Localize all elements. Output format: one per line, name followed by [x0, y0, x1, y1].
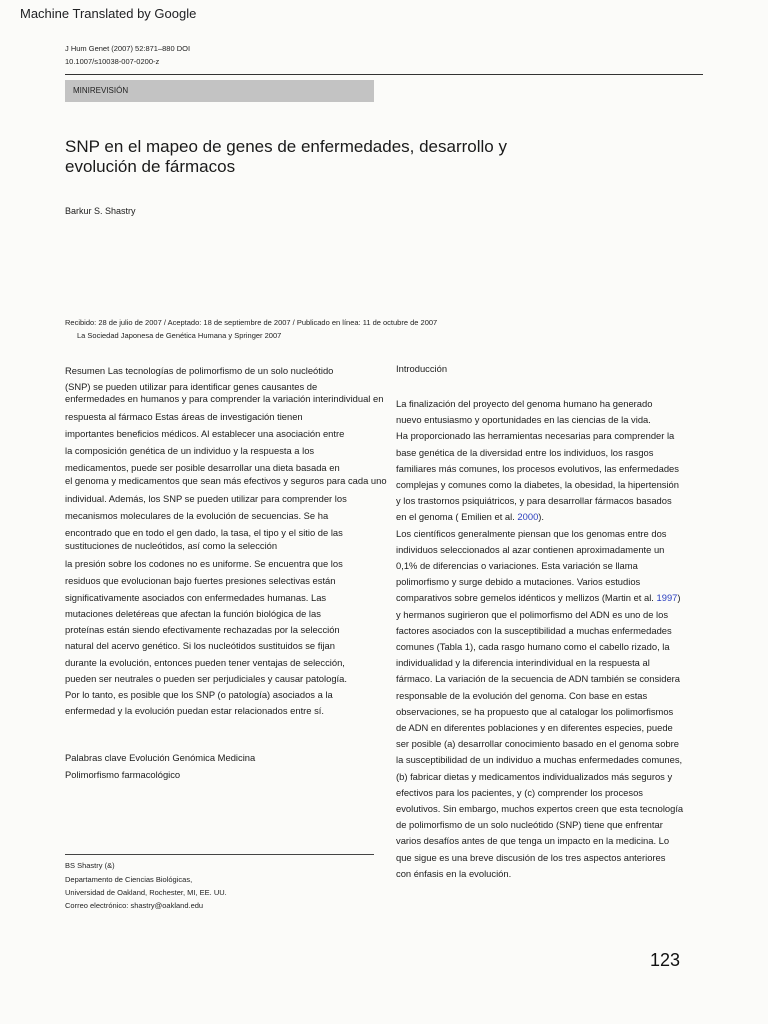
abstract-line: mecanismos moleculares de la evolución de secuencias. Se ha [65, 510, 329, 521]
footnote-rule [65, 854, 374, 855]
intro-line: comunes (Tabla 1), cada rasgo humano como el cabello rizado, la [396, 641, 670, 652]
intro-line: individuos seleccionados al azar contienen aproximadamente un [396, 543, 665, 555]
abstract-line: Por lo tanto, es posible que los SNP (o patología) asociados a la [65, 689, 333, 700]
intro-line: individualidad y la diferencia interindividual en la respuesta al [396, 657, 650, 669]
intro-line: y los trastornos psiquiátricos, y para desarrollar fármacos basados [396, 495, 672, 507]
abstract-line: la composición genética de un individuo y la respuesta a los [65, 445, 315, 456]
intro-line: observaciones, se ha propuesto que al catalogar los polimorfismos [396, 705, 674, 717]
intro-line: evolutivos. Sin embargo, muchos expertos creen que esta tecnología [396, 803, 684, 814]
abstract-line: proteínas están siendo efectivamente rechazadas por la selección [65, 624, 340, 635]
abstract-line: importantes beneficios médicos. Al establecer una asociación entre [65, 428, 345, 439]
intro-line: fármaco. La variación de la secuencia de ADN también se considera [396, 673, 681, 685]
footnote-line: Correo electrónico: shastry@oakland.edu [65, 901, 204, 910]
intro-line: comparativos sobre gemelos idénticos y mellizos (Martin et al. 1997) [396, 592, 681, 604]
publication-dates: Recibido: 28 de julio de 2007 / Aceptado: 18 de septiembre de 2007 / Publicado en línea: 11 de octubre de 2007 [65, 318, 438, 327]
intro-line: la susceptibilidad de un individuo a muchas enfermedades comunes, [396, 754, 683, 766]
intro-line: factores asociados con la susceptibilidad a muchas enfermedades [396, 624, 672, 636]
abstract-line: enfermedad y la evolución puedan estar relacionados entre sí. [65, 705, 325, 716]
intro-line: varios desafíos antes de que tenga un impacto en la medicina. Lo [396, 835, 670, 847]
footnote-line: Universidad de Oakland, Rochester, MI, EE. UU. [65, 888, 227, 897]
abstract-line: encontrado que en todo el gen dado, la tasa, el tipo y el sitio de las [65, 527, 343, 538]
intro-line: nuevo entusiasmo y oportunidades en las ciencias de la vida. [396, 414, 651, 426]
abstract-line: residuos que evolucionan bajo fuertes presiones selectivas están [65, 575, 336, 586]
intro-line: responsable de la evolución del genoma. Con base en estas [396, 689, 648, 701]
copyright-line: La Sociedad Japonesa de Genética Humana y Springer 2007 [77, 331, 282, 340]
machine-translation-banner: Machine Translated by Google [20, 6, 197, 21]
abstract-line: (SNP) se pueden utilizar para identificar genes causantes de [65, 381, 318, 392]
title-line: evolución de fármacos [65, 157, 236, 176]
footnote-line: Departamento de Ciencias Biológicas, [65, 875, 193, 884]
intro-line: polimorfismo y surge debido a mutaciones. Varios estudios [396, 576, 641, 588]
intro-line: 0,1% de diferencias o variaciones. Esta variación se llama [396, 560, 638, 571]
keyword-line: Palabras clave Evolución Genómica Medicina [65, 752, 256, 763]
intro-line: en el genoma ( Emilien et al. 2000). [396, 511, 545, 523]
section-label: MINIREVISIÓN [73, 86, 129, 95]
doi: 10.1007/s10038-007-0200-z [65, 57, 160, 66]
title-line: SNP en el mapeo de genes de enfermedades, desarrollo y [65, 137, 507, 156]
abstract-line: la presión sobre los codones no es uniforme. Se encuentra que los [65, 558, 343, 569]
abstract-line: natural del acervo genético. Si los nucleótidos sustituidos se fijan [65, 640, 335, 651]
intro-line: Ha proporcionado las herramientas necesarias para comprender la [396, 430, 675, 442]
intro-line: de polimorfismo de un solo nucleótido (SNP) tiene que enfrentar [396, 819, 663, 831]
intro-heading: Introducción [396, 363, 448, 374]
abstract-line: respuesta al fármaco Estas áreas de investigación tienen [65, 411, 303, 422]
page-number: 123 [650, 950, 681, 970]
abstract-line: Resumen Las tecnologías de polimorfismo de un solo nucleótido [65, 365, 334, 376]
abstract-line: el genoma y medicamentos que sean más efectivos y seguros para cada uno [65, 475, 387, 486]
intro-line: La finalización del proyecto del genoma humano ha generado [396, 398, 653, 409]
citation-link[interactable]: 1997 [656, 592, 678, 604]
intro-line: Los científicos generalmente piensan que los genomas entre dos [396, 527, 667, 539]
intro-line: que sigue es una breve discusión de los tres aspectos anteriores [396, 851, 666, 863]
intro-line: (b) fabricar dietas y medicamentos individualizados más seguros y [396, 770, 673, 782]
abstract-line: medicamentos, puede ser posible desarrollar una dieta basada en [65, 462, 340, 473]
article-title [65, 137, 585, 177]
citation-link[interactable]: 2000 [517, 511, 539, 523]
abstract-line: pueden ser neutrales o pueden ser perjudiciales y causar patología. [65, 673, 347, 684]
abstract-line: significativamente asociados con enfermedades humanas. Las [65, 592, 327, 603]
intro-line: complejas y comunes como la diabetes, la obesidad, la hipertensión [396, 479, 679, 490]
intro-line: efectivos para los pacientes, y (c) comprender los procesos [396, 786, 643, 798]
intro-line: y hermanos sugirieron que el polimorfismo del ADN es uno de los [396, 608, 669, 620]
intro-line: ser posible (a) desarrollar conocimiento basado en el genoma sobre [396, 738, 679, 750]
abstract-line: mutaciones deletéreas que afectan la función biológica de las [65, 608, 321, 619]
author-name: Barkur S. Shastry [65, 206, 136, 216]
intro-line: base genética de la diversidad entre los individuos, los rasgos [396, 446, 654, 458]
header-rule [65, 74, 703, 75]
abstract-line: durante la evolución, entonces pueden tener ventajas de selección, [65, 657, 345, 668]
keyword-line: Polimorfismo farmacológico [65, 769, 181, 780]
intro-line: familiares más comunes, los procesos evolutivos, las enfermedades [396, 462, 679, 474]
intro-line: de ADN en diferentes poblaciones y en diferentes especies, puede [396, 722, 673, 733]
intro-line: con énfasis en la evolución. [396, 867, 512, 879]
abstract-line: sustituciones de nucleótidos, así como la selección [65, 540, 278, 551]
abstract-line: individual. Además, los SNP se pueden utilizar para comprender los [65, 493, 347, 504]
journal-citation: J Hum Genet (2007) 52:871–880 DOI [65, 44, 191, 53]
footnote-line: BS Shastry (&) [65, 861, 115, 870]
abstract-line: enfermedades en humanos y para comprender la variación interindividual en [65, 393, 384, 404]
